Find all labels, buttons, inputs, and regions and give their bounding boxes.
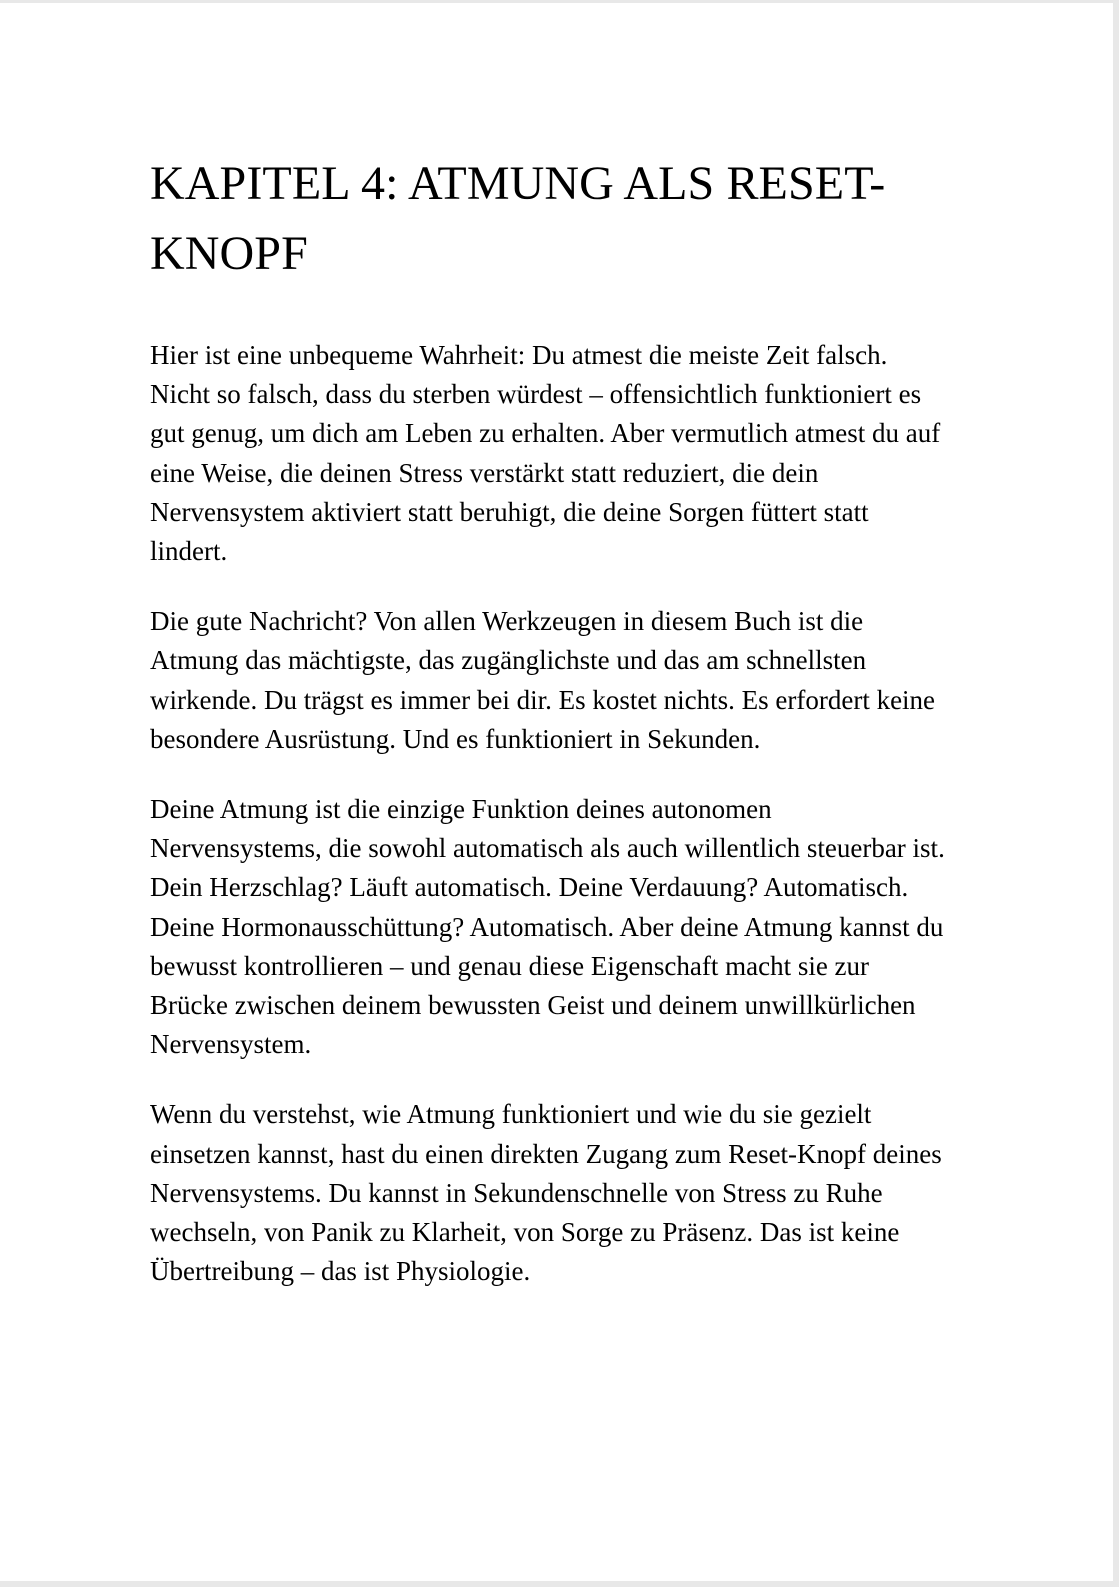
body-paragraph: Hier ist eine unbequeme Wahrheit: Du atmest die meiste Zeit falsch. Nicht so falsch, dass du sterben würdest – offensichtlich funktioniert es gut genug, um dich am Leben zu erhalten. Aber vermutlich atmest du auf eine Weise, die deinen Stress verstärkt statt reduziert, die dein Nervensystem aktiviert statt beruhigt, die deine Sorgen füttert statt lindert. — [150, 340, 941, 567]
body-copy — [150, 336, 950, 1291]
body-paragraph: Wenn du verstehst, wie Atmung funktioniert und wie du sie gezielt einsetzen kannst, hast du einen direkten Zugang zum Reset-Knopf deines Nervensystems. Du kannst in Sekundenschnelle von Stress zu Ruhe wechseln, von Panik zu Klarheit, von Sorge zu Präsenz. Das ist keine Übertreibung – das ist Physiologie. — [150, 1099, 942, 1287]
body-paragraph: Deine Atmung ist die einzige Funktion deines autonomen Nervensystems, die sowohl automatisch als auch willentlich steuerbar ist. Dein Herzschlag? Läuft automatisch. Deine Verdauung? Automatisch. Deine Hormonausschüttung? Automatisch. Aber deine Atmung kannst du bewusst kontrollieren – und genau diese Eigenschaft macht sie zur Brücke zwischen deinem bewussten Geist und deinem unwillkürlichen Nervensystem. — [150, 794, 945, 1060]
chapter-title: KAPITEL 4: ATMUNG ALS RESET-KNOPF — [150, 157, 886, 280]
body-paragraph: Die gute Nachricht? Von allen Werkzeugen in diesem Buch ist die Atmung das mächtigste, das zugänglichste und das am schnellsten wirkende. Du trägst es immer bei dir. Es kostet nichts. Es erfordert keine besondere Ausrüstung. Und es funktioniert in Sekunden. — [150, 606, 936, 754]
page-content — [150, 149, 950, 1291]
document-page — [0, 3, 1113, 1581]
